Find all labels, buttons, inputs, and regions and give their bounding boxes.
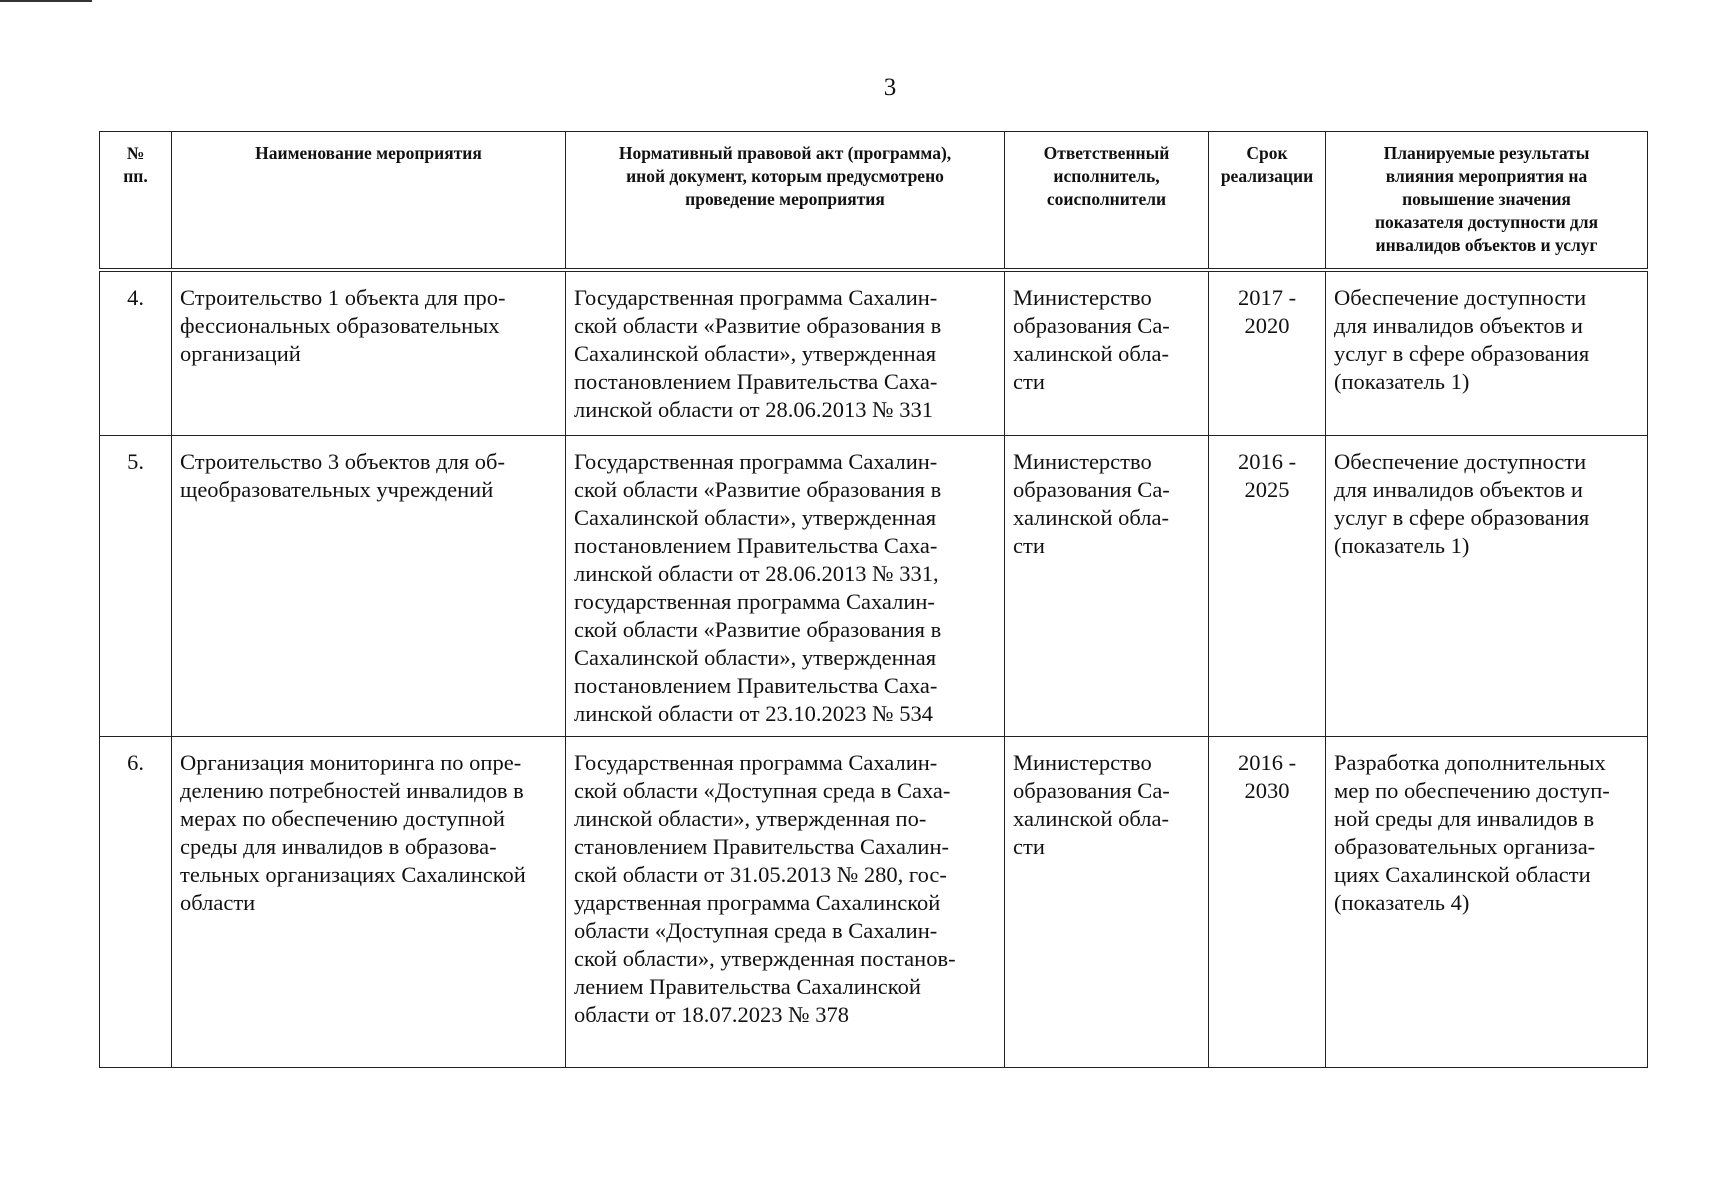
text-line: образовательных организа- — [1334, 834, 1596, 859]
text-line: Министерство — [1013, 285, 1152, 310]
text-line: иной документ, которым предусмотрено — [626, 166, 944, 186]
text-line: Государственная программа Сахалин- — [574, 750, 938, 775]
text-line: лением Правительства Сахалинской — [574, 974, 921, 999]
text-line: Сахалинской области», утвержденная — [574, 505, 937, 530]
text-line: услуг в сфере образования — [1334, 341, 1590, 366]
text-line: фессиональных образовательных — [180, 313, 500, 338]
text-line: образования Са- — [1013, 778, 1170, 803]
legal-act — [566, 436, 1005, 737]
measure-name — [172, 737, 566, 1068]
text-line: сти — [1013, 834, 1045, 859]
text-line: области от 18.07.2023 № 378 — [574, 1002, 849, 1027]
text-line: линской области от 28.06.2013 № 331 — [574, 397, 933, 422]
planned-result — [1326, 270, 1648, 436]
executor — [1005, 270, 1209, 436]
text-line: линской области от 23.10.2023 № 534 — [574, 701, 933, 726]
text-line: для инвалидов объектов и — [1334, 313, 1583, 338]
measures-table — [99, 131, 1648, 1068]
executor — [1005, 737, 1209, 1068]
measure-name — [172, 436, 566, 737]
text-line: области «Доступная среда в Сахалин- — [574, 918, 938, 943]
text-line: халинской обла- — [1013, 806, 1169, 831]
text-line: постановлением Правительства Саха- — [574, 673, 938, 698]
text-line: становлением Правительства Сахалин- — [574, 834, 949, 859]
text-line: исполнитель, — [1053, 166, 1160, 186]
text-line: Строительство 3 объектов для об- — [180, 449, 505, 474]
text-line: реализации — [1220, 166, 1314, 186]
header-number — [100, 132, 172, 271]
text-line: показателя доступности для — [1374, 212, 1599, 232]
text-line: Ответственный — [1043, 143, 1170, 163]
text-line: Срок — [1246, 143, 1288, 163]
text-line: № — [126, 143, 145, 163]
table-row — [100, 436, 1648, 737]
table-row — [100, 270, 1648, 436]
text-line: Министерство — [1013, 449, 1152, 474]
text-line: Организация мониторинга по опре- — [180, 750, 522, 775]
text-line: Государственная программа Сахалин- — [574, 449, 938, 474]
text-line: ударственная программа Сахалинской — [574, 890, 941, 915]
text-line: щеобразовательных учреждений — [180, 477, 494, 502]
term — [1209, 436, 1326, 737]
text-line: Обеспечение доступности — [1334, 285, 1587, 310]
text-line: Сахалинской области», утвержденная — [574, 341, 937, 366]
text-line: 2017 - — [1237, 285, 1297, 310]
header-measure-name — [172, 132, 566, 271]
text-line: халинской обла- — [1013, 505, 1169, 530]
text-line: образования Са- — [1013, 477, 1170, 502]
text-line: ской области от 31.05.2013 № 280, гос- — [574, 862, 947, 887]
text-line: государственная программа Сахалин- — [574, 589, 935, 614]
text-line: Разработка дополнительных — [1334, 750, 1606, 775]
text-line: сти — [1013, 533, 1045, 558]
text-line: 2030 — [1244, 778, 1290, 803]
text-line: линской области», утвержденная по- — [574, 806, 927, 831]
legal-act — [566, 270, 1005, 436]
text-line: ской области», утвержденная постанов- — [574, 946, 956, 971]
planned-result — [1326, 436, 1648, 737]
text-line: Министерство — [1013, 750, 1152, 775]
text-line: (показатель 4) — [1334, 890, 1470, 915]
text-line: Обеспечение доступности — [1334, 449, 1587, 474]
text-line: Планируемые результаты — [1383, 143, 1590, 163]
text-line: ной среды для инвалидов в — [1334, 806, 1595, 831]
text-line: 2016 - — [1237, 449, 1297, 474]
row-number: 6. — [100, 737, 172, 1068]
text-line: области — [180, 890, 256, 915]
text-line: мерах по обеспечению доступной — [180, 806, 505, 831]
text-line: делению потребностей инвалидов в — [180, 778, 524, 803]
text-line: 2016 - — [1237, 750, 1297, 775]
text-line: ской области «Развитие образования в — [574, 313, 942, 338]
row-number: 4. — [100, 270, 172, 436]
text-line: 2025 — [1244, 477, 1290, 502]
text-line: проведение мероприятия — [685, 189, 885, 209]
header-term — [1209, 132, 1326, 271]
text-line: тельных организациях Сахалинской — [180, 862, 526, 887]
text-line: Нормативный правовой акт (программа), — [618, 143, 952, 163]
measure-name — [172, 270, 566, 436]
term — [1209, 737, 1326, 1068]
text-line: влияния мероприятия на — [1385, 166, 1588, 186]
header-legal-act — [566, 132, 1005, 271]
text-line: мер по обеспечению доступ- — [1334, 778, 1610, 803]
text-line: циях Сахалинской области — [1334, 862, 1591, 887]
text-line: Сахалинской области», утвержденная — [574, 645, 937, 670]
text-line: организаций — [180, 341, 301, 366]
table-header-row — [100, 132, 1648, 271]
text-line: постановлением Правительства Саха- — [574, 369, 938, 394]
header-executor — [1005, 132, 1209, 271]
term — [1209, 270, 1326, 436]
text-line: ской области «Доступная среда в Саха- — [574, 778, 951, 803]
text-line: линской области от 28.06.2013 № 331, — [574, 561, 939, 586]
text-line: образования Са- — [1013, 313, 1170, 338]
text-line: Наименование мероприятия — [255, 143, 482, 163]
text-line: Государственная программа Сахалин- — [574, 285, 938, 310]
legal-act — [566, 737, 1005, 1068]
executor — [1005, 436, 1209, 737]
text-line: ской области «Развитие образования в — [574, 477, 942, 502]
text-line: повышение значения — [1402, 189, 1571, 209]
text-line: соисполнители — [1046, 189, 1167, 209]
text-line: (показатель 1) — [1334, 369, 1470, 394]
text-line: услуг в сфере образования — [1334, 505, 1590, 530]
text-line: 2020 — [1244, 313, 1290, 338]
text-line: сти — [1013, 369, 1045, 394]
scan-edge-mark — [0, 0, 92, 2]
text-line: постановлением Правительства Саха- — [574, 533, 938, 558]
text-line: ской области «Развитие образования в — [574, 617, 942, 642]
text-line: инвалидов объектов и услуг — [1375, 235, 1598, 255]
header-results — [1326, 132, 1648, 271]
text-line: для инвалидов объектов и — [1334, 477, 1583, 502]
text-line: халинской обла- — [1013, 341, 1169, 366]
text-line: пп. — [123, 166, 148, 186]
text-line: Строительство 1 объекта для про- — [180, 285, 506, 310]
planned-result — [1326, 737, 1648, 1068]
table-row — [100, 737, 1648, 1068]
text-line: (показатель 1) — [1334, 533, 1470, 558]
page-number: 3 — [883, 74, 897, 101]
text-line: среды для инвалидов в образова- — [180, 834, 497, 859]
row-number: 5. — [100, 436, 172, 737]
